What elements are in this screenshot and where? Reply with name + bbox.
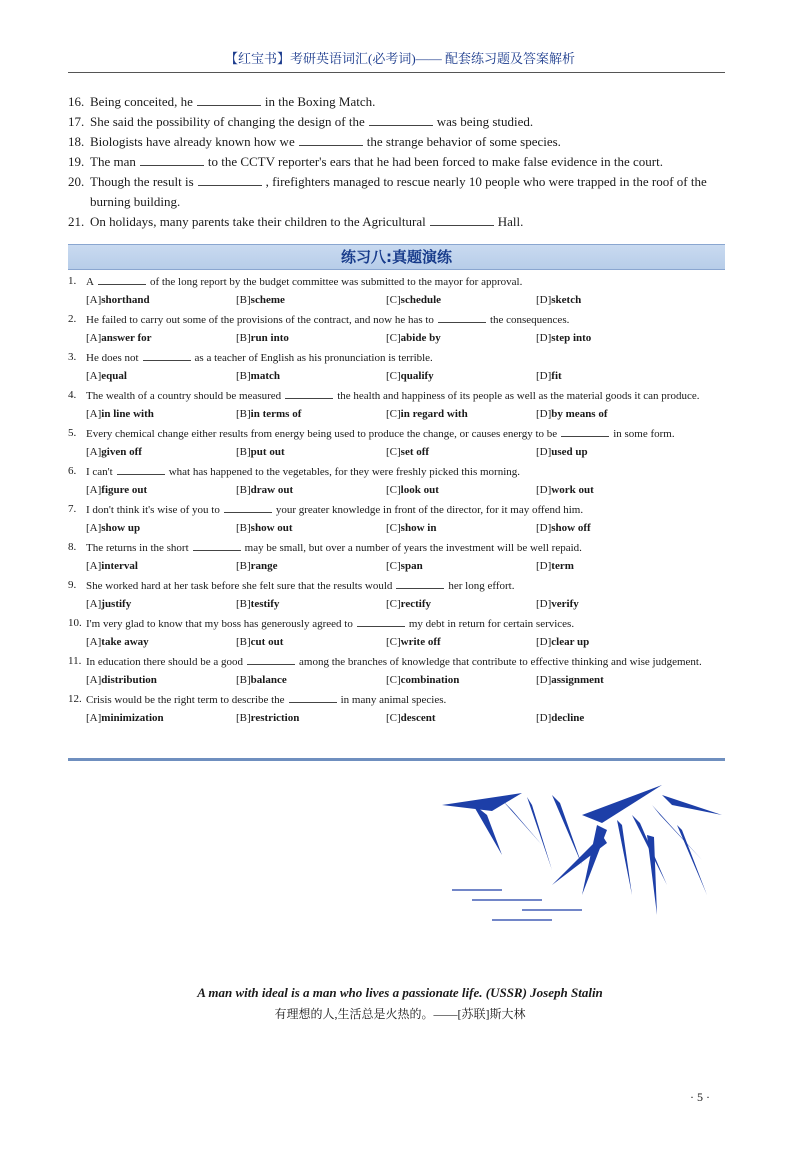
- item-text-after: was being studied.: [436, 114, 534, 129]
- option-letter: [C]: [386, 484, 401, 496]
- option-letter: [C]: [386, 446, 401, 458]
- answer-option[interactable]: [236, 595, 386, 614]
- question-text-before: I don't think it's wise of you to: [86, 504, 220, 516]
- answer-option[interactable]: [86, 481, 236, 500]
- answer-option[interactable]: [386, 405, 536, 424]
- fill-in-exercise: [68, 92, 725, 232]
- question-stem: [68, 500, 725, 519]
- option-text: scheme: [250, 294, 285, 306]
- question-number: 2.: [68, 313, 77, 325]
- answer-option[interactable]: [86, 557, 236, 576]
- options-row: [68, 481, 725, 500]
- answer-option[interactable]: [86, 671, 236, 690]
- fill-item: [68, 152, 725, 172]
- answer-option[interactable]: [236, 443, 386, 462]
- question: [68, 386, 725, 424]
- option-text: qualify: [400, 370, 434, 382]
- option-text: figure out: [101, 484, 148, 496]
- question-number: 3.: [68, 351, 77, 363]
- question: [68, 538, 725, 576]
- option-letter: [D]: [536, 484, 552, 496]
- answer-blank[interactable]: [98, 272, 146, 285]
- item-text: [90, 152, 725, 172]
- question-text-after: my debt in return for certain services.: [408, 618, 575, 630]
- item-text-before: Though the result is: [90, 174, 194, 189]
- item-number: 19.: [68, 154, 85, 169]
- question-text-after: your greater knowledge in front of the director, for it may offend him.: [275, 504, 584, 516]
- item-text: [90, 212, 725, 232]
- options-row: [68, 329, 725, 348]
- answer-option[interactable]: [536, 367, 686, 386]
- question-text: [86, 462, 725, 481]
- option-text: schedule: [400, 294, 442, 306]
- answer-option[interactable]: [86, 405, 236, 424]
- option-text: work out: [551, 484, 594, 496]
- answer-option[interactable]: [386, 519, 536, 538]
- option-letter: [A]: [86, 484, 102, 496]
- question-text-before: Every chemical change either results from energy being used to produce the change, or causes energy to be: [86, 428, 558, 440]
- option-text: set off: [400, 446, 430, 458]
- answer-option[interactable]: [536, 595, 686, 614]
- answer-option[interactable]: [86, 709, 236, 728]
- option-text: range: [250, 560, 278, 572]
- option-text: write off: [400, 636, 441, 648]
- answer-blank[interactable]: [430, 213, 494, 226]
- question-text: [86, 576, 725, 595]
- answer-option[interactable]: [536, 671, 686, 690]
- answer-option[interactable]: [536, 481, 686, 500]
- option-letter: [D]: [536, 636, 552, 648]
- option-text: combination: [400, 674, 460, 686]
- question-stem: [68, 310, 725, 329]
- answer-option[interactable]: [536, 329, 686, 348]
- question-text-after: as a teacher of English as his pronunciation is terrible.: [194, 352, 433, 364]
- option-letter: [A]: [86, 560, 102, 572]
- option-letter: [C]: [386, 370, 401, 382]
- options-row: [68, 557, 725, 576]
- question-stem: [68, 348, 725, 367]
- question-text-before: Crisis would be the right term to describe the: [86, 694, 285, 706]
- item-number: 17.: [68, 114, 85, 129]
- option-letter: [C]: [386, 598, 401, 610]
- question-number: 1.: [68, 275, 77, 287]
- answer-blank[interactable]: [438, 310, 486, 323]
- fill-item: [68, 92, 725, 112]
- bamboo-illustration: [432, 775, 732, 925]
- answer-option[interactable]: [236, 329, 386, 348]
- option-letter: [D]: [536, 712, 552, 724]
- option-letter: [B]: [236, 712, 251, 724]
- option-letter: [C]: [386, 332, 401, 344]
- question-text-before: In education there should be a good: [86, 656, 244, 668]
- answer-blank[interactable]: [289, 690, 337, 703]
- option-letter: [B]: [236, 636, 251, 648]
- option-letter: [A]: [86, 636, 102, 648]
- option-text: justify: [101, 598, 132, 610]
- question-text: [86, 690, 725, 709]
- answer-blank[interactable]: [285, 386, 333, 399]
- answer-option[interactable]: [536, 291, 686, 310]
- answer-blank[interactable]: [224, 500, 272, 513]
- question-text: [86, 348, 725, 367]
- question-text: [86, 538, 725, 557]
- answer-option[interactable]: [86, 443, 236, 462]
- option-letter: [B]: [236, 332, 251, 344]
- item-text-before: The man: [90, 154, 136, 169]
- water-lines: [452, 890, 582, 920]
- item-text-after: the strange behavior of some species.: [366, 134, 561, 149]
- option-text: in regard with: [400, 408, 468, 420]
- question: [68, 500, 725, 538]
- question-stem: [68, 652, 725, 671]
- question-text-before: She worked hard at her task before she felt sure that the results would: [86, 580, 393, 592]
- option-letter: [A]: [86, 370, 102, 382]
- option-letter: [D]: [536, 674, 552, 686]
- question-text-before: The returns in the short: [86, 542, 189, 554]
- options-row: [68, 595, 725, 614]
- question-stem: [68, 386, 725, 405]
- answer-option[interactable]: [236, 367, 386, 386]
- item-text-after: to the CCTV reporter's ears that he had been forced to make false evidence in the court.: [207, 154, 663, 169]
- answer-blank[interactable]: [357, 614, 405, 627]
- question-text-before: I'm very glad to know that my boss has generously agreed to: [86, 618, 353, 630]
- answer-blank[interactable]: [193, 538, 241, 551]
- option-text: show out: [250, 522, 293, 534]
- answer-option[interactable]: [386, 329, 536, 348]
- options-row: [68, 709, 725, 728]
- answer-option[interactable]: [86, 329, 236, 348]
- option-letter: [A]: [86, 446, 102, 458]
- question-number: 5.: [68, 427, 77, 439]
- option-text: clear up: [551, 636, 590, 648]
- fill-item: [68, 212, 725, 232]
- question-text: [86, 272, 725, 291]
- option-letter: [B]: [236, 674, 251, 686]
- answer-option[interactable]: [386, 595, 536, 614]
- question-text-before: He does not: [86, 352, 139, 364]
- option-letter: [B]: [236, 560, 251, 572]
- option-text: assignment: [551, 674, 604, 686]
- item-text-before: Biologists have already known how we: [90, 134, 295, 149]
- item-number: 18.: [68, 134, 85, 149]
- option-letter: [B]: [236, 598, 251, 610]
- question-number: 4.: [68, 389, 77, 401]
- option-letter: [D]: [536, 294, 552, 306]
- option-letter: [D]: [536, 522, 552, 534]
- answer-option[interactable]: [536, 519, 686, 538]
- option-letter: [A]: [86, 598, 102, 610]
- option-text: in line with: [101, 408, 154, 420]
- option-letter: [B]: [236, 370, 251, 382]
- option-letter: [A]: [86, 674, 102, 686]
- option-letter: [B]: [236, 484, 251, 496]
- answer-option[interactable]: [536, 443, 686, 462]
- option-text: step into: [551, 332, 592, 344]
- answer-blank[interactable]: [143, 348, 191, 361]
- question-text-after: among the branches of knowledge that contribute to effective thinking and wise judgement.: [299, 656, 702, 668]
- answer-option[interactable]: [536, 633, 686, 652]
- answer-blank[interactable]: [247, 652, 295, 665]
- fill-item: [68, 132, 725, 152]
- question-stem: [68, 538, 725, 557]
- answer-blank[interactable]: [369, 113, 433, 126]
- question-text-after: of the long report by the budget committee was submitted to the mayor for approval.: [149, 276, 523, 288]
- option-text: minimization: [101, 712, 164, 724]
- question-number: 10.: [68, 617, 82, 629]
- option-letter: [B]: [236, 294, 251, 306]
- option-text: descent: [400, 712, 436, 724]
- question-text-after: what has happened to the vegetables, for they were freshly picked this morning.: [168, 466, 520, 478]
- option-letter: [A]: [86, 522, 102, 534]
- option-text: cut out: [250, 636, 284, 648]
- answer-blank[interactable]: [140, 153, 204, 166]
- option-letter: [C]: [386, 560, 401, 572]
- option-letter: [D]: [536, 446, 552, 458]
- option-text: span: [400, 560, 423, 572]
- question-text-before: The wealth of a country should be measured: [86, 390, 282, 402]
- question: [68, 310, 725, 348]
- question: [68, 652, 725, 690]
- question-text-after: the health and happiness of its people as well as the material goods it can produce.: [337, 390, 700, 402]
- question-text-after: in many animal species.: [340, 694, 447, 706]
- item-number: 16.: [68, 94, 85, 109]
- answer-option[interactable]: [386, 481, 536, 500]
- header-rule: [68, 72, 725, 73]
- item-text-before: Being conceited, he: [90, 94, 193, 109]
- question-stem: [68, 462, 725, 481]
- answer-option[interactable]: [386, 633, 536, 652]
- option-letter: [D]: [536, 560, 552, 572]
- option-text: decline: [551, 712, 585, 724]
- option-text: restriction: [250, 712, 300, 724]
- answer-option[interactable]: [236, 557, 386, 576]
- option-letter: [A]: [86, 294, 102, 306]
- question-text: [86, 310, 725, 329]
- answer-option[interactable]: [386, 291, 536, 310]
- item-text-after: Hall.: [497, 214, 524, 229]
- option-text: by means of: [551, 408, 608, 420]
- question: [68, 614, 725, 652]
- option-text: show off: [551, 522, 591, 534]
- option-letter: [C]: [386, 522, 401, 534]
- answer-option[interactable]: [386, 557, 536, 576]
- question-text-before: A: [86, 276, 94, 288]
- question-stem: [68, 614, 725, 633]
- question: [68, 348, 725, 386]
- option-letter: [C]: [386, 294, 401, 306]
- question-text: [86, 614, 725, 633]
- option-text: match: [250, 370, 280, 382]
- option-letter: [B]: [236, 408, 251, 420]
- question-text: [86, 386, 725, 405]
- question-text-after: may be small, but over a number of years the investment will be well repaid.: [244, 542, 582, 554]
- question-number: 7.: [68, 503, 77, 515]
- option-text: answer for: [101, 332, 152, 344]
- answer-blank[interactable]: [117, 462, 165, 475]
- options-row: [68, 443, 725, 462]
- question-text-after: her long effort.: [448, 580, 515, 592]
- options-row: [68, 367, 725, 386]
- question-number: 12.: [68, 693, 82, 705]
- answer-option[interactable]: [536, 709, 686, 728]
- answer-option[interactable]: [86, 633, 236, 652]
- answer-option[interactable]: [236, 481, 386, 500]
- question: [68, 272, 725, 310]
- fill-item: [68, 112, 725, 132]
- running-header: 【红宝书】考研英语词汇(必考词)—— 配套练习题及答案解析: [225, 51, 575, 66]
- option-text: given off: [101, 446, 142, 458]
- quote-english: A man with ideal is a man who lives a passionate life. (USSR) Joseph Stalin: [197, 985, 603, 1000]
- answer-option[interactable]: [236, 671, 386, 690]
- item-text-before: On holidays, many parents take their children to the Agricultural: [90, 214, 426, 229]
- question-text: [86, 652, 725, 671]
- answer-blank[interactable]: [396, 576, 444, 589]
- answer-option[interactable]: [536, 405, 686, 424]
- answer-option[interactable]: [236, 405, 386, 424]
- option-letter: [C]: [386, 636, 401, 648]
- option-letter: [A]: [86, 332, 102, 344]
- answer-option[interactable]: [386, 671, 536, 690]
- answer-option[interactable]: [86, 519, 236, 538]
- question-text-after: the consequences.: [489, 314, 570, 326]
- item-text: [90, 112, 725, 132]
- option-letter: [B]: [236, 522, 251, 534]
- answer-blank[interactable]: [197, 93, 261, 106]
- option-text: put out: [250, 446, 285, 458]
- options-row: [68, 671, 725, 690]
- answer-option[interactable]: [86, 367, 236, 386]
- answer-option[interactable]: [86, 595, 236, 614]
- answer-option[interactable]: [236, 709, 386, 728]
- question: [68, 576, 725, 614]
- options-row: [68, 633, 725, 652]
- page-number: · 5 ·: [690, 1090, 710, 1104]
- option-text: testify: [250, 598, 280, 610]
- option-text: show in: [400, 522, 437, 534]
- question-stem: [68, 576, 725, 595]
- option-letter: [A]: [86, 408, 102, 420]
- item-text-after: in the Boxing Match.: [264, 94, 376, 109]
- question-text: [86, 500, 725, 519]
- question-stem: [68, 272, 725, 291]
- option-text: draw out: [250, 484, 294, 496]
- option-letter: [C]: [386, 712, 401, 724]
- option-text: in terms of: [250, 408, 302, 420]
- answer-blank[interactable]: [561, 424, 609, 437]
- options-row: [68, 405, 725, 424]
- item-number: 20.: [68, 174, 85, 189]
- fill-item: [68, 172, 725, 212]
- answer-option[interactable]: [86, 291, 236, 310]
- answer-blank[interactable]: [299, 133, 363, 146]
- question-number: 6.: [68, 465, 77, 477]
- option-letter: [D]: [536, 332, 552, 344]
- option-text: abide by: [400, 332, 441, 344]
- answer-option[interactable]: [236, 291, 386, 310]
- option-text: distribution: [101, 674, 157, 686]
- question-number: 9.: [68, 579, 77, 591]
- item-text-before: She said the possibility of changing the design of the: [90, 114, 365, 129]
- answer-blank[interactable]: [198, 173, 262, 186]
- option-letter: [C]: [386, 674, 401, 686]
- question: [68, 424, 725, 462]
- multiple-choice-exercise: [68, 272, 725, 728]
- option-letter: [A]: [86, 712, 102, 724]
- option-letter: [D]: [536, 370, 552, 382]
- question-stem: [68, 424, 725, 443]
- option-text: look out: [400, 484, 439, 496]
- option-letter: [D]: [536, 408, 552, 420]
- option-text: take away: [101, 636, 149, 648]
- question-number: 11.: [68, 655, 82, 667]
- option-text: balance: [250, 674, 287, 686]
- answer-option[interactable]: [386, 443, 536, 462]
- option-letter: [C]: [386, 408, 401, 420]
- answer-option[interactable]: [536, 557, 686, 576]
- option-text: sketch: [551, 294, 582, 306]
- question-text-after: in some form.: [613, 428, 675, 440]
- answer-option[interactable]: [386, 709, 536, 728]
- section-title: 练习八:真题演练: [68, 244, 725, 270]
- option-text: equal: [101, 370, 127, 382]
- item-text: [90, 132, 725, 152]
- option-text: fit: [551, 370, 562, 382]
- question-text-before: I can't: [86, 466, 113, 478]
- question-number: 8.: [68, 541, 77, 553]
- item-text-after: , firefighters managed to rescue nearly 10 people who were trapped in the roof of the burning building.: [90, 174, 707, 209]
- item-text: [90, 172, 725, 212]
- answer-option[interactable]: [236, 519, 386, 538]
- option-text: interval: [101, 560, 138, 572]
- option-text: verify: [551, 598, 579, 610]
- item-text: [90, 92, 725, 112]
- option-text: rectify: [400, 598, 432, 610]
- option-letter: [D]: [536, 598, 552, 610]
- question: [68, 462, 725, 500]
- item-number: 21.: [68, 214, 85, 229]
- option-letter: [B]: [236, 446, 251, 458]
- options-row: [68, 291, 725, 310]
- question: [68, 690, 725, 728]
- option-text: run into: [250, 332, 289, 344]
- option-text: term: [551, 560, 574, 572]
- answer-option[interactable]: [236, 633, 386, 652]
- question-text: [86, 424, 725, 443]
- question-text-before: He failed to carry out some of the provisions of the contract, and now he has to: [86, 314, 434, 326]
- section-end-rule: [68, 758, 725, 761]
- options-row: [68, 519, 725, 538]
- option-text: used up: [551, 446, 588, 458]
- option-text: shorthand: [101, 294, 150, 306]
- answer-option[interactable]: [386, 367, 536, 386]
- option-text: show up: [101, 522, 141, 534]
- bamboo-leaves: [442, 785, 722, 915]
- question-stem: [68, 690, 725, 709]
- quote-chinese: 有理想的人,生活总是火热的。——[苏联]斯大林: [274, 1007, 526, 1021]
